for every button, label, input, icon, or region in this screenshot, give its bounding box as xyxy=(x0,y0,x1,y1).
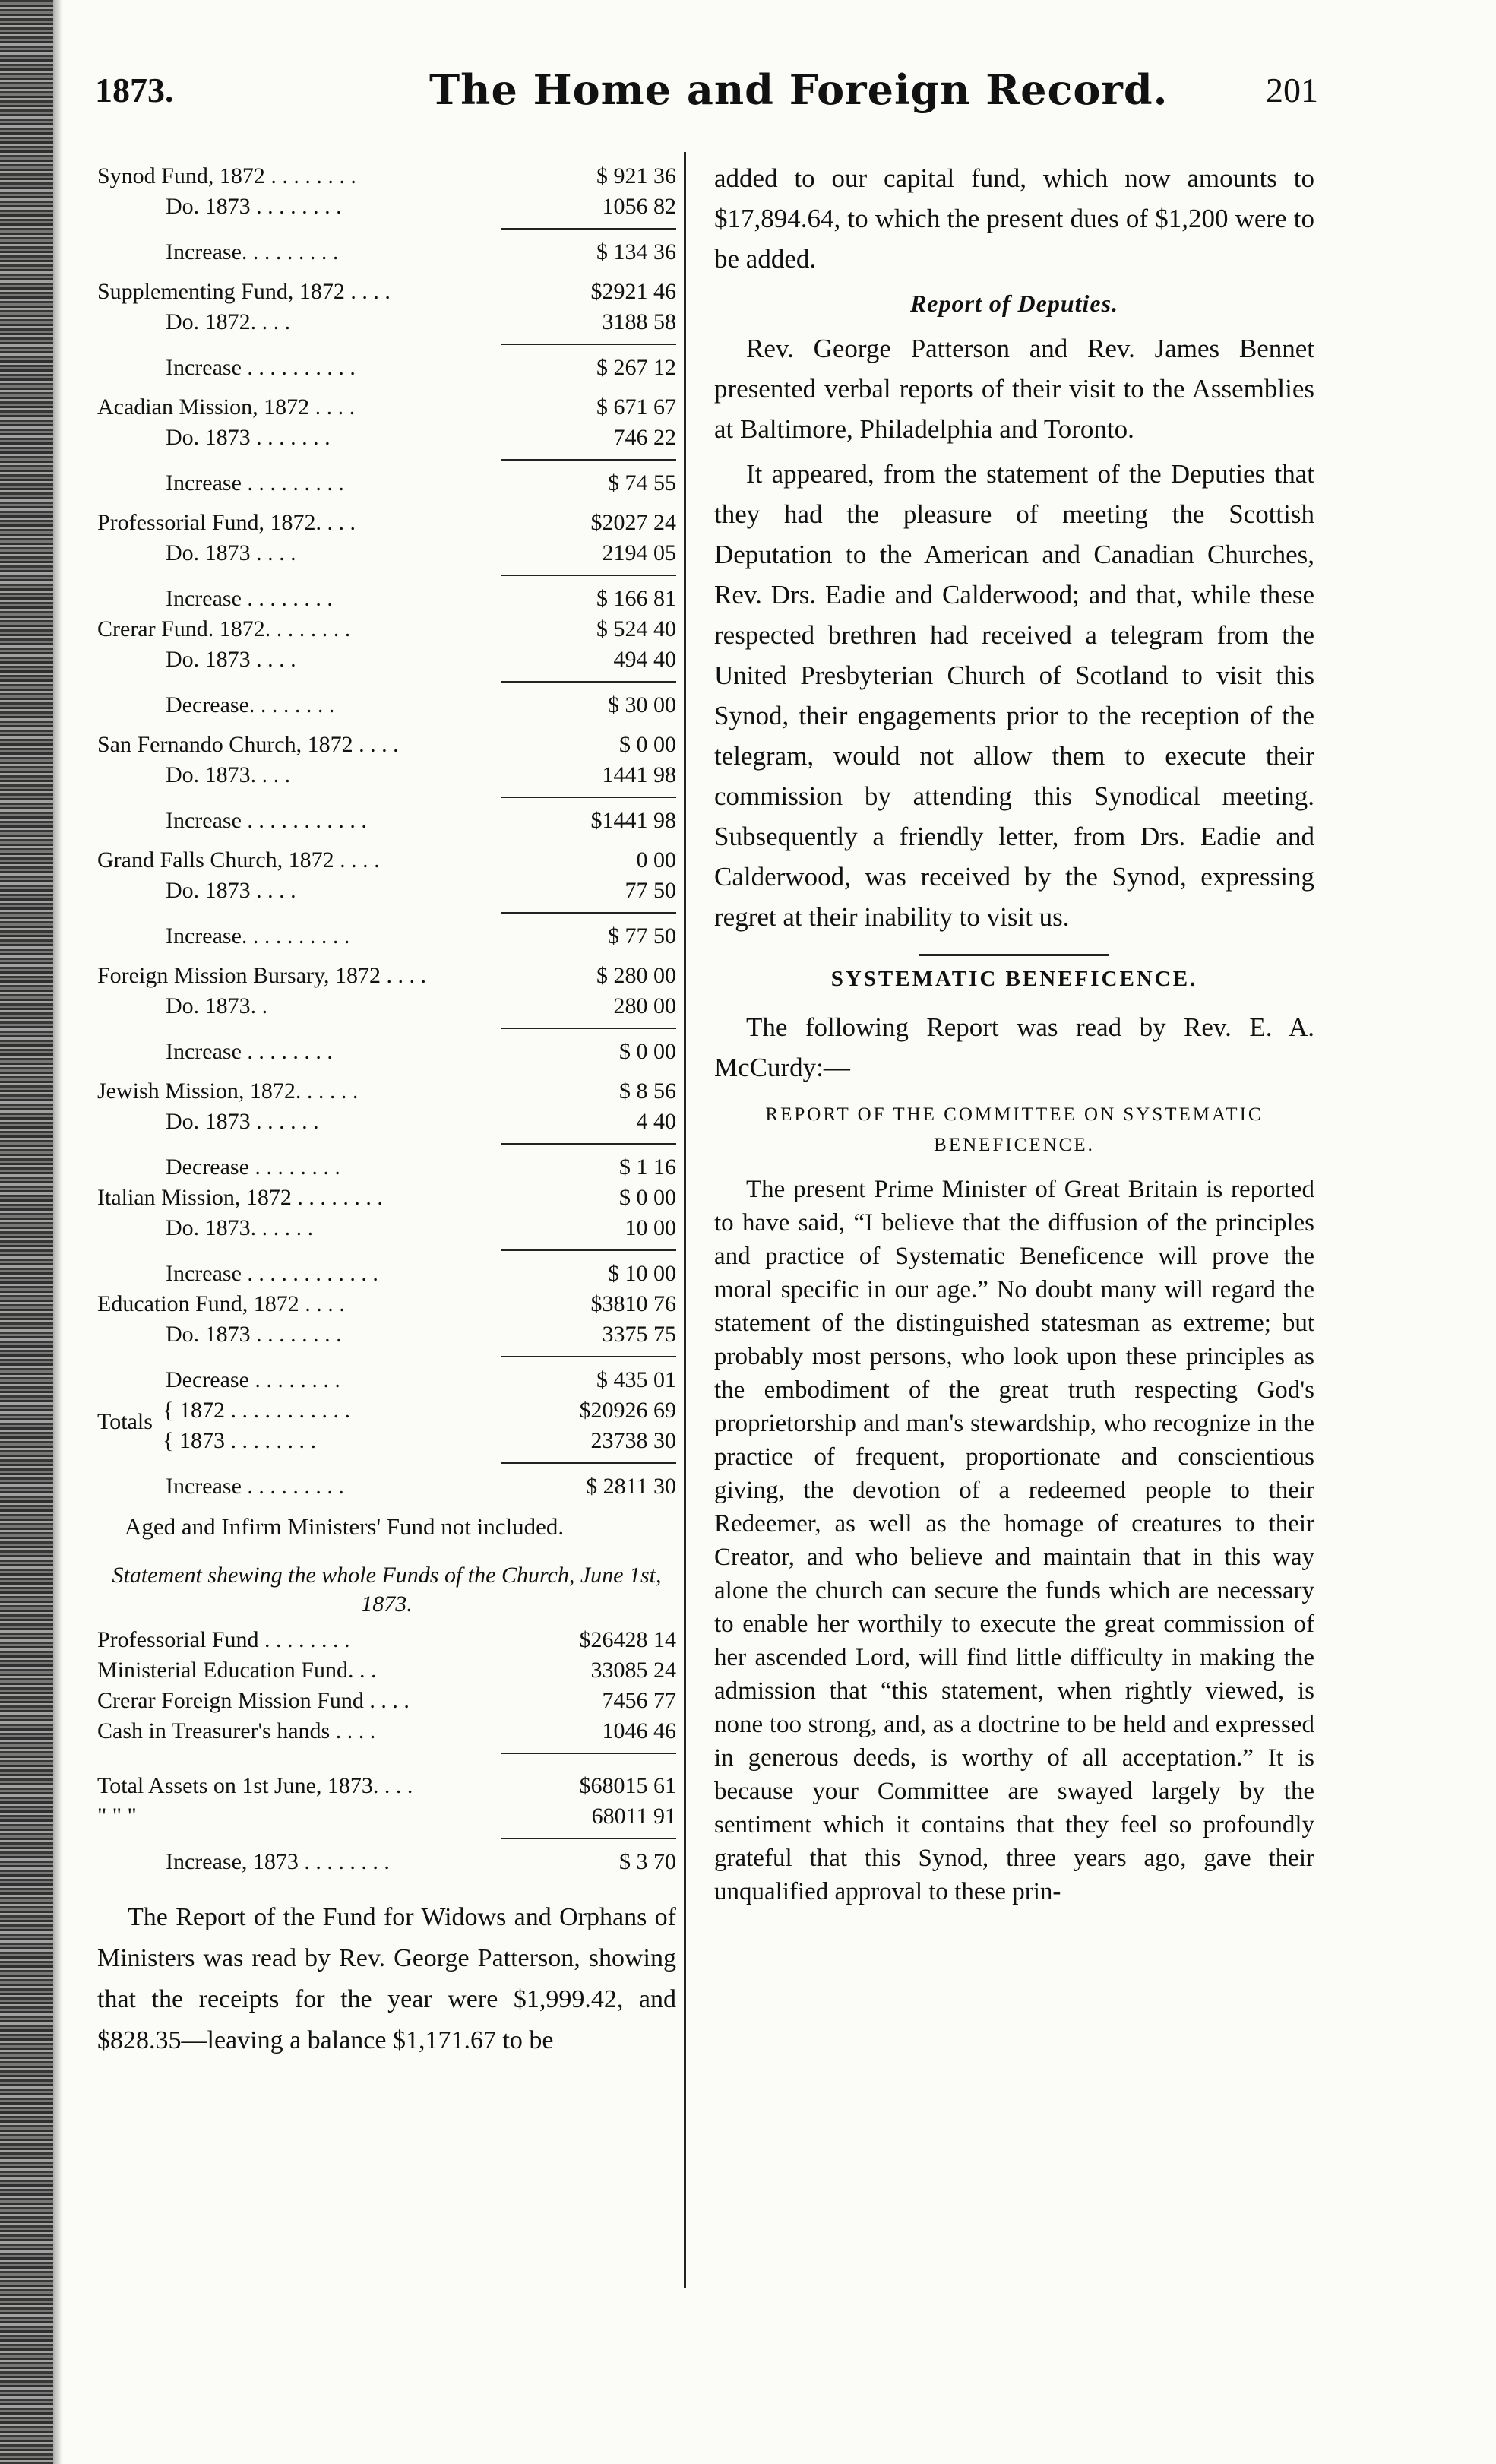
sum-rule xyxy=(501,575,676,576)
ledger-amount: 280 00 xyxy=(613,993,676,1018)
ledger-row xyxy=(97,1213,676,1243)
ledger-amount: $ 671 67 xyxy=(596,394,676,420)
statement-row xyxy=(97,1655,676,1686)
ledger-row xyxy=(97,614,676,645)
ledger-row xyxy=(97,1037,676,1067)
sum-rule xyxy=(501,228,676,230)
statement-amount: $26428 14 xyxy=(579,1627,676,1652)
ledger-label: Jewish Mission, 1872. . . . . . xyxy=(97,1078,359,1104)
ledger-amount: $ 134 36 xyxy=(596,239,676,264)
ledger-row xyxy=(97,468,676,499)
ledger-row xyxy=(97,392,676,423)
ledger-row xyxy=(97,991,676,1021)
spacer xyxy=(97,1067,676,1076)
totals-increase-label: Increase . . . . . . . . . xyxy=(166,1474,344,1499)
section-rule xyxy=(919,954,1109,956)
ledger-row xyxy=(97,1152,676,1183)
ledger-amount: $ 435 01 xyxy=(596,1367,676,1392)
ledger-row xyxy=(97,353,676,383)
statement-title: Statement shewing the whole Funds of the Church, June 1st, 1873. xyxy=(112,1563,662,1617)
sum-rule xyxy=(501,797,676,798)
statement-table xyxy=(97,1625,676,1754)
ledger-label: San Fernando Church, 1872 . . . . xyxy=(97,732,399,757)
ledger-amount: $ 77 50 xyxy=(608,923,676,949)
ledger-amount: 3188 58 xyxy=(602,309,676,334)
statement-label: Ministerial Education Fund. . . xyxy=(97,1658,377,1683)
ledger-row xyxy=(97,307,676,337)
ledger-row xyxy=(97,508,676,538)
totals-row-label: 1873 . . . . . . . . xyxy=(179,1428,316,1453)
sum-rule xyxy=(501,344,676,345)
assets-increase-row xyxy=(97,1847,676,1877)
column-divider xyxy=(684,152,686,2288)
ledger-label: Education Fund, 1872 . . . . xyxy=(97,1291,345,1316)
ledger-row xyxy=(97,538,676,568)
ledger-row xyxy=(97,1107,676,1137)
ledger-row xyxy=(97,237,676,268)
sum-rule xyxy=(501,1249,676,1251)
ledger-row xyxy=(97,1319,676,1350)
ledger-amount: $ 0 00 xyxy=(619,732,676,757)
ledger-label: Do. 1873 . . . . xyxy=(166,540,296,565)
totals-row-label: 1872 . . . . . . . . . . . xyxy=(179,1398,350,1423)
totals-block xyxy=(97,1395,676,1502)
fund-ledger xyxy=(97,161,676,1395)
header-page-number: 201 xyxy=(1266,71,1318,109)
ledger-label: Do. 1873 . . . . . . . . xyxy=(166,1322,342,1347)
ledger-amount: $ 267 12 xyxy=(596,355,676,380)
statement-row xyxy=(97,1625,676,1655)
totals-row-1873 xyxy=(97,1426,676,1456)
statement-row xyxy=(97,1686,676,1716)
statement-row xyxy=(97,1716,676,1747)
statement-amount: 7456 77 xyxy=(602,1688,676,1713)
ledger-amount: 4 40 xyxy=(636,1109,676,1134)
sum-rule xyxy=(501,1028,676,1029)
assets-amount: 68011 91 xyxy=(591,1804,676,1829)
ledger-label: Supplementing Fund, 1872 . . . . xyxy=(97,279,391,304)
ledger-label: Do. 1873. . . . . . xyxy=(166,1215,314,1240)
ledger-row xyxy=(97,584,676,614)
header-title: The Home and Foreign Record. xyxy=(429,65,1169,114)
ledger-label: Increase . . . . . . . . . . . xyxy=(166,808,367,833)
ledger-row xyxy=(97,161,676,192)
brace-glyph: { xyxy=(163,1398,174,1423)
ledger-row xyxy=(97,921,676,952)
statement-amount: 33085 24 xyxy=(590,1658,676,1683)
ledger-amount: $ 30 00 xyxy=(608,692,676,717)
ledger-amount: 3375 75 xyxy=(602,1322,676,1347)
ledger-label: Foreign Mission Bursary, 1872 . . . . xyxy=(97,963,427,988)
header-year: 1873. xyxy=(95,71,174,109)
ledger-amount: $ 166 81 xyxy=(596,586,676,611)
ledger-amount: $ 8 56 xyxy=(619,1078,676,1104)
spacer xyxy=(97,952,676,961)
ledger-row xyxy=(97,961,676,991)
assets-amount: $68015 61 xyxy=(579,1773,676,1798)
assets-increase-amount: $ 3 70 xyxy=(619,1849,676,1874)
deputies-heading: Report of Deputies. xyxy=(909,290,1119,317)
ledger-row xyxy=(97,645,676,675)
ledger-label: Do. 1873. . . . xyxy=(166,762,291,787)
sum-rule xyxy=(501,1838,676,1839)
ledger-amount: 2194 05 xyxy=(602,540,676,565)
aged-ministers-note: Aged and Infirm Ministers' Fund not included. xyxy=(125,1513,565,1540)
ledger-label: Grand Falls Church, 1872 . . . . xyxy=(97,847,380,873)
ledger-amount: 10 00 xyxy=(625,1215,676,1240)
statement-label: Crerar Foreign Mission Fund . . . . xyxy=(97,1688,410,1713)
totals-row-amount: $20926 69 xyxy=(579,1398,676,1423)
sum-rule xyxy=(501,1462,676,1464)
ledger-label: Do. 1873. . xyxy=(166,993,268,1018)
ledger-label: Increase. . . . . . . . . . xyxy=(166,923,350,949)
spacer xyxy=(97,268,676,277)
ledger-amount: $1441 98 xyxy=(590,808,676,833)
report-intro-paragraph: The following Report was read by Rev. E. A. McCurdy:— xyxy=(714,1012,1314,1082)
ledger-amount: $ 74 55 xyxy=(608,470,676,496)
ledger-label: Increase. . . . . . . . . xyxy=(166,239,339,264)
page-binding-edge xyxy=(0,0,53,2464)
ledger-row xyxy=(97,760,676,790)
ledger-amount: $2027 24 xyxy=(590,510,676,535)
ledger-amount: $ 1 16 xyxy=(619,1154,676,1180)
ledger-label: Decrease . . . . . . . . xyxy=(166,1154,340,1180)
systematic-beneficence-heading: SYSTEMATIC BENEFICENCE. xyxy=(830,967,1198,991)
ledger-label: Do. 1873 . . . . . . . . xyxy=(166,194,342,219)
ledger-row xyxy=(97,730,676,760)
statement-label: Professorial Fund . . . . . . . . xyxy=(97,1627,350,1652)
ledger-amount: 77 50 xyxy=(625,878,676,903)
statement-label: Cash in Treasurer's hands . . . . xyxy=(97,1718,376,1743)
totals-label: Totals xyxy=(97,1409,153,1434)
statement-amount: 1046 46 xyxy=(602,1718,676,1743)
page-header xyxy=(95,65,1318,126)
ledger-amount: $ 280 00 xyxy=(596,963,676,988)
sum-rule xyxy=(501,459,676,461)
totals-increase-amount: $ 2811 30 xyxy=(586,1474,676,1499)
ledger-row xyxy=(97,277,676,307)
ledger-label: Crerar Fund. 1872. . . . . . . . xyxy=(97,616,351,641)
ledger-label: Do. 1873 . . . . xyxy=(166,878,296,903)
committee-report-heading: REPORT OF THE COMMITTEE ON SYSTEMATIC BENEFICENCE. xyxy=(765,1104,1264,1155)
sum-rule xyxy=(501,1753,676,1754)
ledger-row xyxy=(97,845,676,876)
sum-rule xyxy=(501,912,676,914)
ledger-label: Increase . . . . . . . . . xyxy=(166,470,344,496)
ledger-row xyxy=(97,1289,676,1319)
ledger-label: Decrease. . . . . . . . xyxy=(166,692,335,717)
ledger-amount: 0 00 xyxy=(636,847,676,873)
spacer xyxy=(97,721,676,730)
deputation-paragraph: It appeared, from the statement of the Deputies that they had the pleasure of meeting the Scottish Deputation to the American and Canadian Churches, Rev. Drs. Eadie and Calderwood; and that, while these respected brethren had received a telegram from the United Presbyterian Church of Scotland to visit this Synod, their engagements prior to the reception of the telegram, would not allow them to execute their commission by attending this Synodical meeting. Subsequently a friendly letter, from Drs. Eadie and Calderwood, was received by the Synod, expressing regret at their inability to visit us. xyxy=(714,459,1314,932)
ledger-label: Professorial Fund, 1872. . . . xyxy=(97,510,356,535)
sum-rule xyxy=(501,1356,676,1357)
ledger-row xyxy=(97,423,676,453)
spacer xyxy=(97,499,676,508)
ledger-amount: $ 524 40 xyxy=(596,616,676,641)
ledger-amount: 494 40 xyxy=(613,647,676,672)
ledger-label: Italian Mission, 1872 . . . . . . . . xyxy=(97,1185,383,1210)
ledger-row xyxy=(97,1183,676,1213)
ledger-label: Do. 1873 . . . . . . . xyxy=(166,425,331,450)
sum-rule xyxy=(501,1143,676,1145)
ledger-label: Acadian Mission, 1872 . . . . xyxy=(97,394,356,420)
ledger-label: Increase . . . . . . . . xyxy=(166,1039,333,1064)
ledger-row xyxy=(97,876,676,906)
totals-increase-row xyxy=(97,1471,676,1502)
right-column xyxy=(714,158,1314,1913)
ledger-row xyxy=(97,690,676,721)
capital-fund-paragraph: added to our capital fund, which now amounts to $17,894.64, to which the present dues of $1,200 were to be added. xyxy=(714,163,1314,274)
ledger-row xyxy=(97,806,676,836)
ledger-label: Decrease . . . . . . . . xyxy=(166,1367,340,1392)
brace-glyph: { xyxy=(163,1428,174,1453)
ledger-row xyxy=(97,192,676,222)
ledger-amount: $2921 46 xyxy=(590,279,676,304)
ledger-amount: $ 921 36 xyxy=(596,163,676,188)
ledger-label: Synod Fund, 1872 . . . . . . . . xyxy=(97,163,356,188)
assets-table xyxy=(97,1771,676,1839)
committee-report-paragraph: The present Prime Minister of Great Britain is reported to have said, “I believe that the diffusion of the principles and practice of Systematic Beneficence will prove the moral specific in our age.” No doubt many will regard the statement of the distinguished statesman as extreme; but probably most persons, who look upon these principles as the embodiment of the great truth respecting God's proprietorship and man's stewardship, who recognize in the practice of frequent, proportionate and conscientious giving, the devotion of a redeemed people to their Redeemer, as well as the homage of creatures to their Creator, and who believe and maintain that in this way alone the church can secure the funds which are necessary to enable her worthily to execute the great commission of her ascended Lord, will find little difficulty in making the admission that “this statement, when rightly viewed, is none too strong, and, as a doctrine to be held and expressed in generous deeds, is worthy of all acceptation.” It is because your Committee are swayed largely by the sentiment which it contains that they feel so profoundly grateful that this Synod, three years ago, gave their unqualified approval to these prin- xyxy=(714,1176,1314,1905)
ledger-label: Increase . . . . . . . . . . xyxy=(166,355,356,380)
ledger-amount: $3810 76 xyxy=(590,1291,676,1316)
ledger-label: Do. 1872. . . . xyxy=(166,309,291,334)
spacer xyxy=(97,1762,676,1771)
assets-label: Total Assets on 1st June, 1873. . . . xyxy=(97,1773,413,1798)
assets-row xyxy=(97,1771,676,1801)
assets-increase-label: Increase, 1873 . . . . . . . . xyxy=(166,1849,390,1874)
ledger-amount: $ 0 00 xyxy=(619,1185,676,1210)
ledger-label: Increase . . . . . . . . xyxy=(166,586,333,611)
ledger-label: Increase . . . . . . . . . . . . xyxy=(166,1261,378,1286)
totals-row-amount: 23738 30 xyxy=(590,1428,676,1453)
assets-row xyxy=(97,1801,676,1832)
deputies-paragraph: Rev. George Patterson and Rev. James Bennet presented verbal reports of their visit to the Assemblies at Baltimore, Philadelphia and Toronto. xyxy=(714,334,1314,444)
ledger-row xyxy=(97,1365,676,1395)
ledger-amount: 1056 82 xyxy=(602,194,676,219)
ledger-amount: 746 22 xyxy=(613,425,676,450)
sum-rule xyxy=(501,681,676,683)
spacer xyxy=(97,383,676,392)
ledger-amount: $ 0 00 xyxy=(619,1039,676,1064)
totals-row-1872 xyxy=(97,1395,676,1426)
ledger-label: Do. 1873 . . . . xyxy=(166,647,296,672)
widows-fund-paragraph: The Report of the Fund for Widows and Orphans of Ministers was read by Rev. George Patterson, showing that the receipts for the year were $1,999.42, and $828.35—leaving a balance $1,171.67 to be xyxy=(97,1903,676,2054)
ledger-amount: 1441 98 xyxy=(602,762,676,787)
spacer xyxy=(97,836,676,845)
ledger-row xyxy=(97,1076,676,1107)
left-column xyxy=(97,161,676,2087)
ledger-label: Do. 1873 . . . . . . xyxy=(166,1109,319,1134)
assets-label: " " " xyxy=(97,1804,137,1829)
ledger-amount: $ 10 00 xyxy=(608,1261,676,1286)
ledger-row xyxy=(97,1259,676,1289)
